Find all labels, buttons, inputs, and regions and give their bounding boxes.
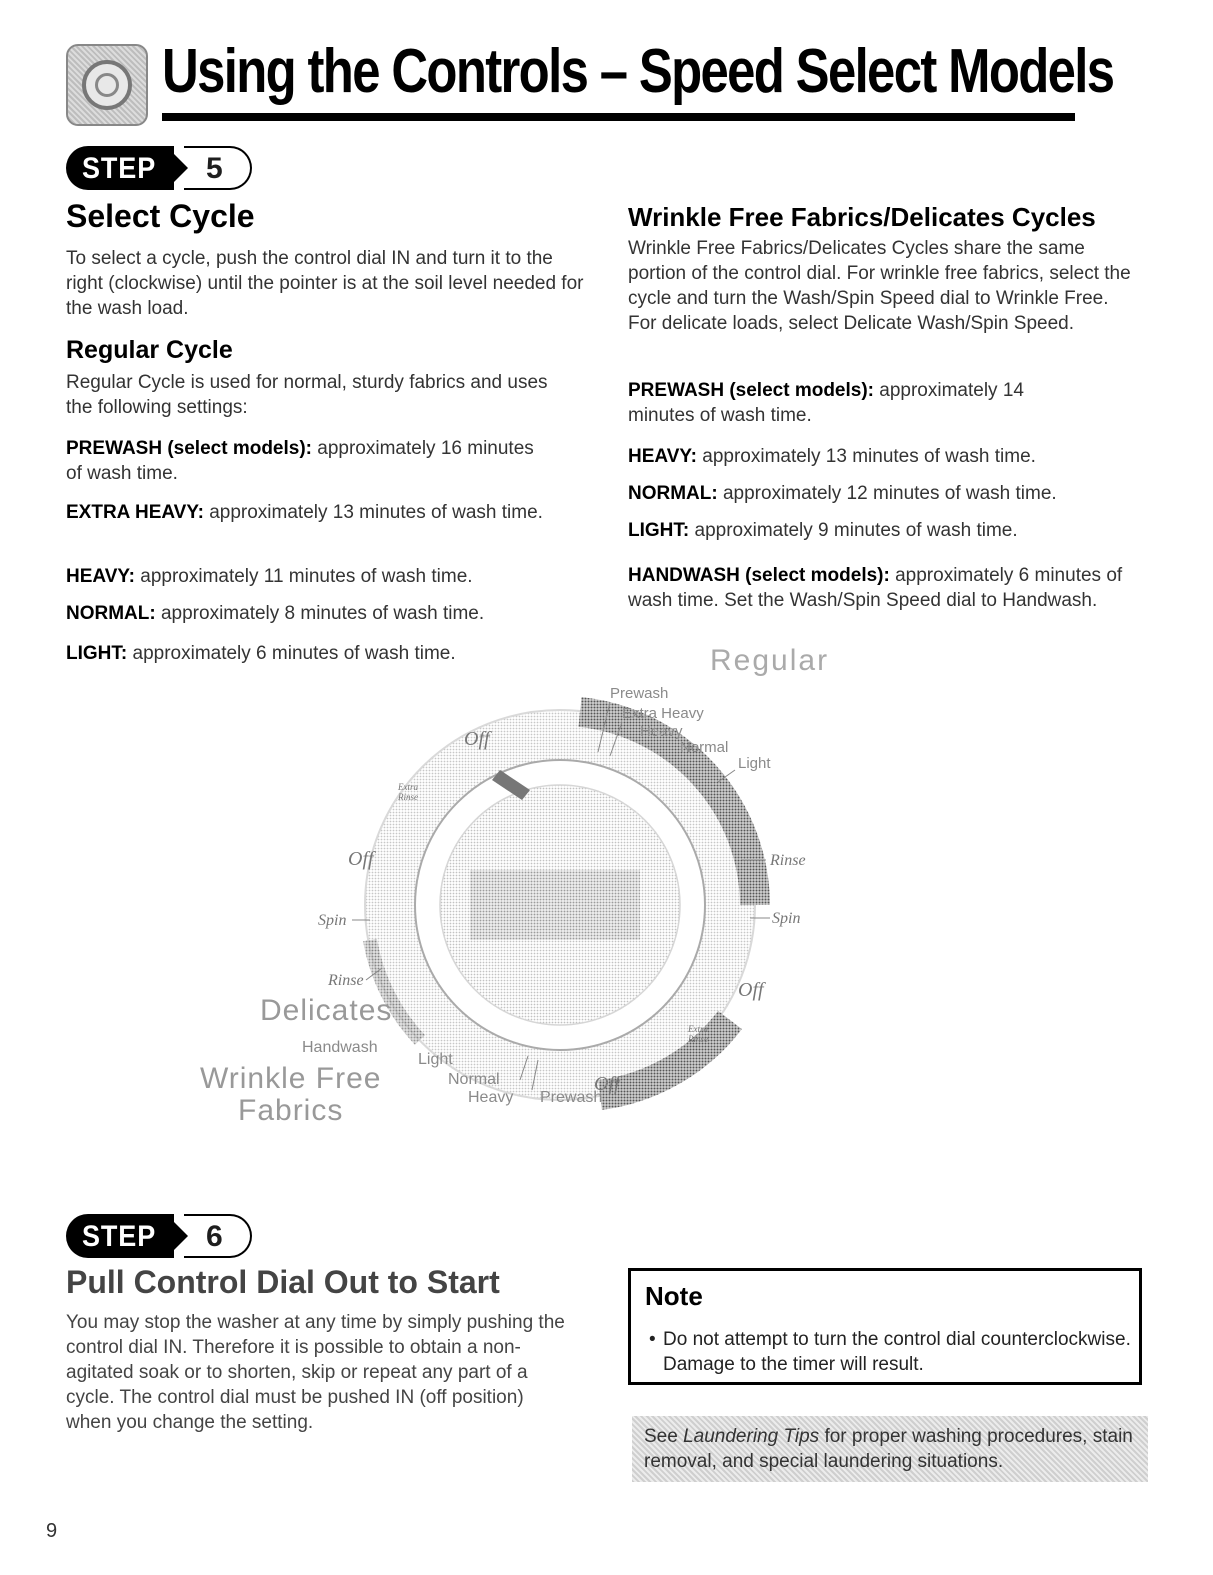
dial-fabrics-label: Fabrics	[238, 1094, 344, 1127]
regular-normal: NORMAL: approximately 8 minutes of wash time.	[66, 603, 485, 624]
wrinkle-handwash: HANDWASH (select models): approximately 6 minutes of wash time. Set the Wash/Spin Speed dial to Handwash.	[628, 565, 1123, 611]
step-5-label: STEP	[82, 152, 157, 185]
dial-wrinkle-free-label: Wrinkle Free	[200, 1062, 382, 1095]
regular-prewash: PREWASH (select models): approximately 16 minutes of wash time.	[66, 438, 534, 484]
dial-handwash: Handwash	[302, 1039, 378, 1056]
dial-rinse-left: Rinse	[328, 972, 364, 989]
select-cycle-heading: Select Cycle	[66, 198, 255, 234]
wrinkle-free-heading: Wrinkle Free Fabrics/Delicates Cycles	[628, 202, 1096, 232]
page-number: 9	[46, 1520, 58, 1542]
regular-cycle-heading: Regular Cycle	[66, 336, 233, 364]
dial-regular-label: Regular	[710, 644, 830, 677]
dial-prewash-bottom: Prewash	[540, 1089, 603, 1106]
control-dial-illustration	[170, 640, 890, 1160]
dial-extra-rinse-left-1: Extra	[398, 782, 418, 792]
pull-dial-body: You may stop the washer at any time by simply pushing the control dial IN. Therefore it is possible to obtain a non-agitated soak or to shorten, skip or repeat any part of a cycle. The control dial must be pushed IN (off position) when you change the setting.	[66, 1312, 565, 1433]
dial-heavy-top: Heavy	[640, 723, 683, 740]
dial-rinse-right: Rinse	[770, 852, 806, 869]
note-box	[628, 1268, 1142, 1385]
dial-off-right: Off	[738, 979, 764, 1001]
title-divider	[162, 113, 1075, 121]
dial-delicates-label: Delicates	[260, 994, 393, 1027]
dial-spin-right: Spin	[772, 910, 801, 927]
wrinkle-prewash: PREWASH (select models): approximately 14 minutes of wash time.	[628, 380, 1024, 426]
step-5-number: 5	[206, 152, 223, 185]
step-6-number: 6	[206, 1220, 223, 1253]
step-6-label: STEP	[82, 1220, 157, 1253]
wrinkle-heavy: HEAVY: approximately 13 minutes of wash time.	[628, 446, 1036, 467]
dial-normal-top: Normal	[680, 739, 729, 756]
laundering-tips-text: See Laundering Tips for proper washing procedures, stain removal, and special laundering situations.	[644, 1426, 1133, 1472]
note-item	[649, 1327, 1139, 1377]
dial-prewash-top: Prewash	[610, 685, 669, 702]
dial-off-bottom: Off	[594, 1073, 620, 1095]
note-bullet: •	[649, 1329, 656, 1350]
laundering-tips-box	[632, 1416, 1148, 1482]
laundering-tips-reference: Laundering Tips	[683, 1426, 820, 1447]
regular-light: LIGHT: approximately 6 minutes of wash time.	[66, 643, 456, 664]
dial-heavy-bottom: Heavy	[468, 1089, 514, 1106]
select-cycle-body: To select a cycle, push the control dial IN and turn it to the right (clockwise) until the pointer is at the soil level needed for the wash load.	[66, 248, 584, 319]
dial-off-top: Off	[464, 728, 490, 750]
regular-heavy: HEAVY: approximately 11 minutes of wash time.	[66, 566, 473, 587]
washer-dial-logo-icon	[66, 44, 148, 126]
wrinkle-light: LIGHT: approximately 9 minutes of wash time.	[628, 520, 1018, 541]
regular-extra-heavy: EXTRA HEAVY: approximately 13 minutes of wash time.	[66, 502, 543, 523]
pull-dial-heading: Pull Control Dial Out to Start	[66, 1264, 500, 1300]
dial-extra-rinse-left-2: Rinse	[398, 792, 418, 802]
dial-light-top: Light	[738, 755, 771, 772]
wrinkle-free-intro: Wrinkle Free Fabrics/Delicates Cycles share the same portion of the control dial. For wrinkle free fabrics, select the cycle and turn the Wash/Spin Speed dial to Wrinkle Free. For delicate loads, select Delicate Wash/Spin Speed.	[628, 238, 1131, 334]
note-title: Note	[645, 1281, 703, 1311]
dial-extra-heavy: Extra Heavy	[622, 705, 704, 722]
note-item-text: Do not attempt to turn the control dial counterclockwise. Damage to the timer will result.	[663, 1329, 1131, 1375]
dial-normal-bottom: Normal	[448, 1071, 500, 1088]
regular-cycle-intro: Regular Cycle is used for normal, sturdy fabrics and uses the following settings:	[66, 372, 548, 418]
dial-extra-rinse-right-2: Rinse	[688, 1034, 708, 1044]
dial-off-left: Off	[348, 848, 374, 870]
page-title: Using the Controls – Speed Select Models	[162, 37, 1114, 106]
dial-extra-rinse-right-1: Extra	[688, 1024, 708, 1034]
wrinkle-normal: NORMAL: approximately 12 minutes of wash time.	[628, 483, 1057, 504]
dial-spin-left: Spin	[318, 912, 347, 929]
dial-light-bottom: Light	[418, 1051, 453, 1068]
